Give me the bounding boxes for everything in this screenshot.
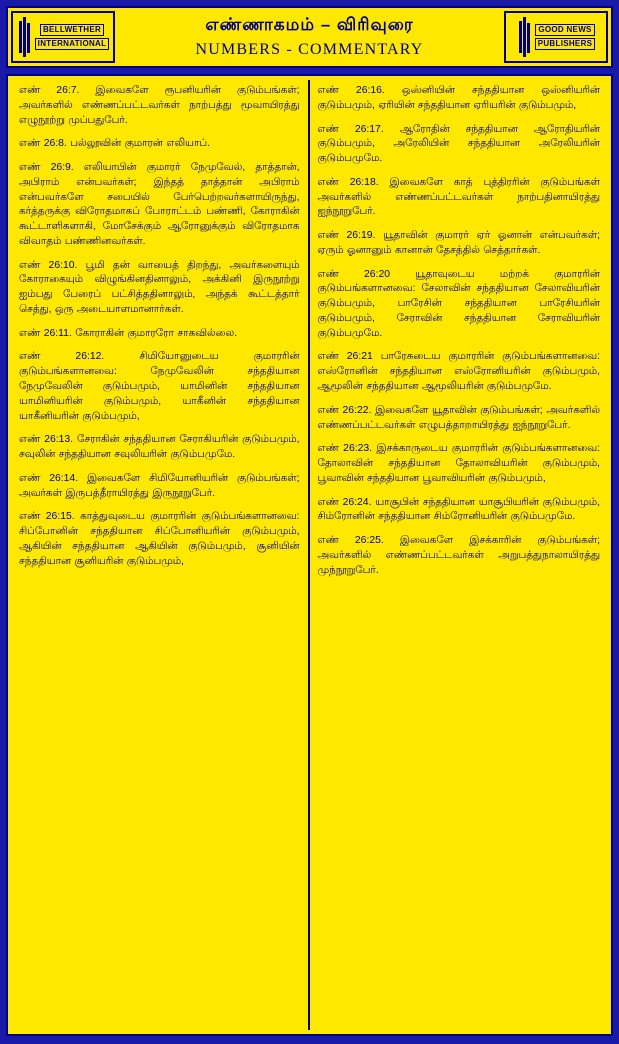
verse-paragraph: எண் 26:12. சிமியோனுடைய குமாரரின் குடும்பங்களானவை: நேமுவேலின் சந்ததியான நேமுவேலின் குடும்பமும், யாமினின் சந்ததியான யாமினியரின் குடும்பமும், யாகீனின் சந்ததியான யாகீனியரின் குடும்பமும், [19, 351, 300, 422]
verse-paragraph: எண் 26:15. காத்துவுடைய குமாரரின் குடும்பங்களானவை: சிப்போனின் சந்ததியான சிப்போனியரின் குடும்பமும், ஆகியின் சந்ததியான ஆகியின் குடும்பமும், சூனியின் சந்ததியான சூனியரின் குடும்பமும், [19, 511, 300, 567]
publisher-logo-right-line1: GOOD NEWS [535, 24, 594, 36]
verse-paragraph: எண் 26:23. இசக்காருடைய குமாரரின் குடும்பங்களானவை: தோலாவின் சந்ததியான தோலாவியரின் குடும்பமும், பூவாவின் சந்ததியான பூவாவியரின் குடும்பமும், [317, 443, 600, 484]
lamp-icon [517, 17, 533, 57]
lamp-icon [17, 17, 33, 57]
page-title-english: NUMBERS - COMMENTARY [195, 41, 424, 58]
column-right [310, 80, 609, 1030]
page-title-tamil: எண்ணாகமம் – விரிவுரை [205, 15, 414, 34]
page-body [6, 74, 613, 1036]
verse-paragraph: எண் 26:11. கோராகின் குமாரரோ சாகவில்லை. [19, 327, 237, 339]
verse-paragraph: எண் 26:19. யூதாவின் குமாரர் ஏர் ஓனான் என்பவர்கள்; ஏரும் ஓனானும் கானான் தேசத்தில் செத்தார்கள். [317, 230, 600, 256]
verse-paragraph: எண் 26:25. இவைகளே இசக்காரின் குடும்பங்கள்; அவர்களில் எண்ணப்பட்டவர்கள் அறுபத்துநாலாயிரத்து முந்நூறுபேர். [317, 535, 600, 576]
verse-paragraph: எண் 26:8. பல்லூவின் குமாரன் எலியாப். [19, 138, 211, 150]
verse-paragraph: எண் 26:16. ஒஸ்னியின் சந்ததியான ஒஸ்னியரின் குடும்பமும், ஏரியின் சந்ததியான ஏரியரின் குடும்பமும், [317, 85, 600, 111]
page-title [118, 8, 501, 66]
publisher-logo-left-line2: INTERNATIONAL [35, 38, 110, 50]
verse-paragraph: எண் 26:17. ஆரோதின் சந்ததியான ஆரோதியரின் குடும்பமும், அரேலியின் சந்ததியான அரேலியரின் குடும்பமுமே. [317, 123, 600, 165]
publisher-logo-left [11, 11, 115, 63]
verse-paragraph: எண் 26:24. யாசூபின் சந்ததியான யாசூபியரின் குடும்பமும், சிம்ரோனின் சந்ததியான சிம்ரோனியரின் குடும்பமுமே. [317, 496, 600, 523]
verse-paragraph: எண் 26:21 பாரேசுடைய குமாரரின் குடும்பங்களானவை: எஸ்ரோனின் சந்ததியான எஸ்ரோனியரின் குடும்பமும், ஆமூலின் சந்ததியான ஆமூலியரின் குடும்பமுமே. [317, 351, 600, 393]
verse-paragraph: எண் 26:18. இவைகளே காத் புத்திரரின் குடும்பங்கள் அவர்களில் எண்ணப்பட்டவர்கள் நாற்பதினாயிரத்து ஐந்நூறுபேர். [317, 176, 600, 218]
verse-paragraph: எண் 26:13. சேராகின் சந்ததியான சேராகியரின் குடும்பமும், சவுலின் சந்ததியான சவுலியரின் குடும்பமுமே. [19, 434, 300, 461]
page-header [6, 6, 613, 68]
verse-paragraph: எண் 26:10. பூமி தன் வாயைத் திறந்து, அவர்களையும் கோராகையும் விழுங்கினதினாலும், அக்கினி இருநூற்று ஐம்பது பேரைப் பட்சித்ததினாலும், அந்தக் கூட்டத்தார் செத்து, ஒரு அடையாளமானார்கள். [19, 259, 300, 315]
publisher-logo-right-text [535, 23, 596, 51]
verse-paragraph: எண் 26:14. இவைகளே சிமியோனியரின் குடும்பங்கள்; அவர்கள் இருபத்தீராயிரத்து இருநூறுபேர். [19, 472, 300, 499]
publisher-logo-left-line1: BELLWETHER [40, 24, 104, 36]
publisher-logo-right [504, 11, 608, 63]
publisher-logo-left-text [35, 23, 110, 51]
publisher-logo-right-line2: PUBLISHERS [535, 38, 596, 50]
verse-paragraph: எண் 26:22. இவைகளே யூதாவின் குடும்பங்கள்; அவர்களில் எண்ணப்பட்டவர்கள் எழுபத்தாறாயிரத்து ஐந்நூறுபேர். [317, 404, 600, 431]
column-left [11, 80, 310, 1030]
verse-paragraph: எண் 26:7. இவைகளே ரூபனியரின் குடும்பங்கள்; அவர்களில் எண்ணப்பட்டவர்கள் நாற்பத்து மூவாயிரத்து எழுநூற்று முப்பதுபேர். [19, 85, 300, 126]
verse-paragraph: எண் 26:9. எலியாபின் குமாரர் நேமுவேல், தாத்தான், அபிராம் என்பவர்கள்; இந்தத் தாத்தான் அபிராம் என்பவர்களே சபையில் பேர்பெற்றவர்களாயிருந்து, கர்த்தருக்கு விரோதமாகப் போராட்டம் பண்ணி, கோராகின் கூட்டாளிகளாகி, மோசேக்கும் ஆரோனுக்கும் விரோதமாக விவாதம் பண்ணினவர்கள். [19, 162, 300, 247]
verse-paragraph: எண் 26:20 யூதாவுடைய மற்றக் குமாரரின் குடும்பங்களானவை: சேலாவின் சந்ததியான சேலாவியரின் குடும்பமும், பாரேசின் சந்ததியான பாரேசியரின் குடும்பமும், சேராவின் சந்ததியான சேராவியரின் குடும்பமுமே. [317, 268, 600, 339]
